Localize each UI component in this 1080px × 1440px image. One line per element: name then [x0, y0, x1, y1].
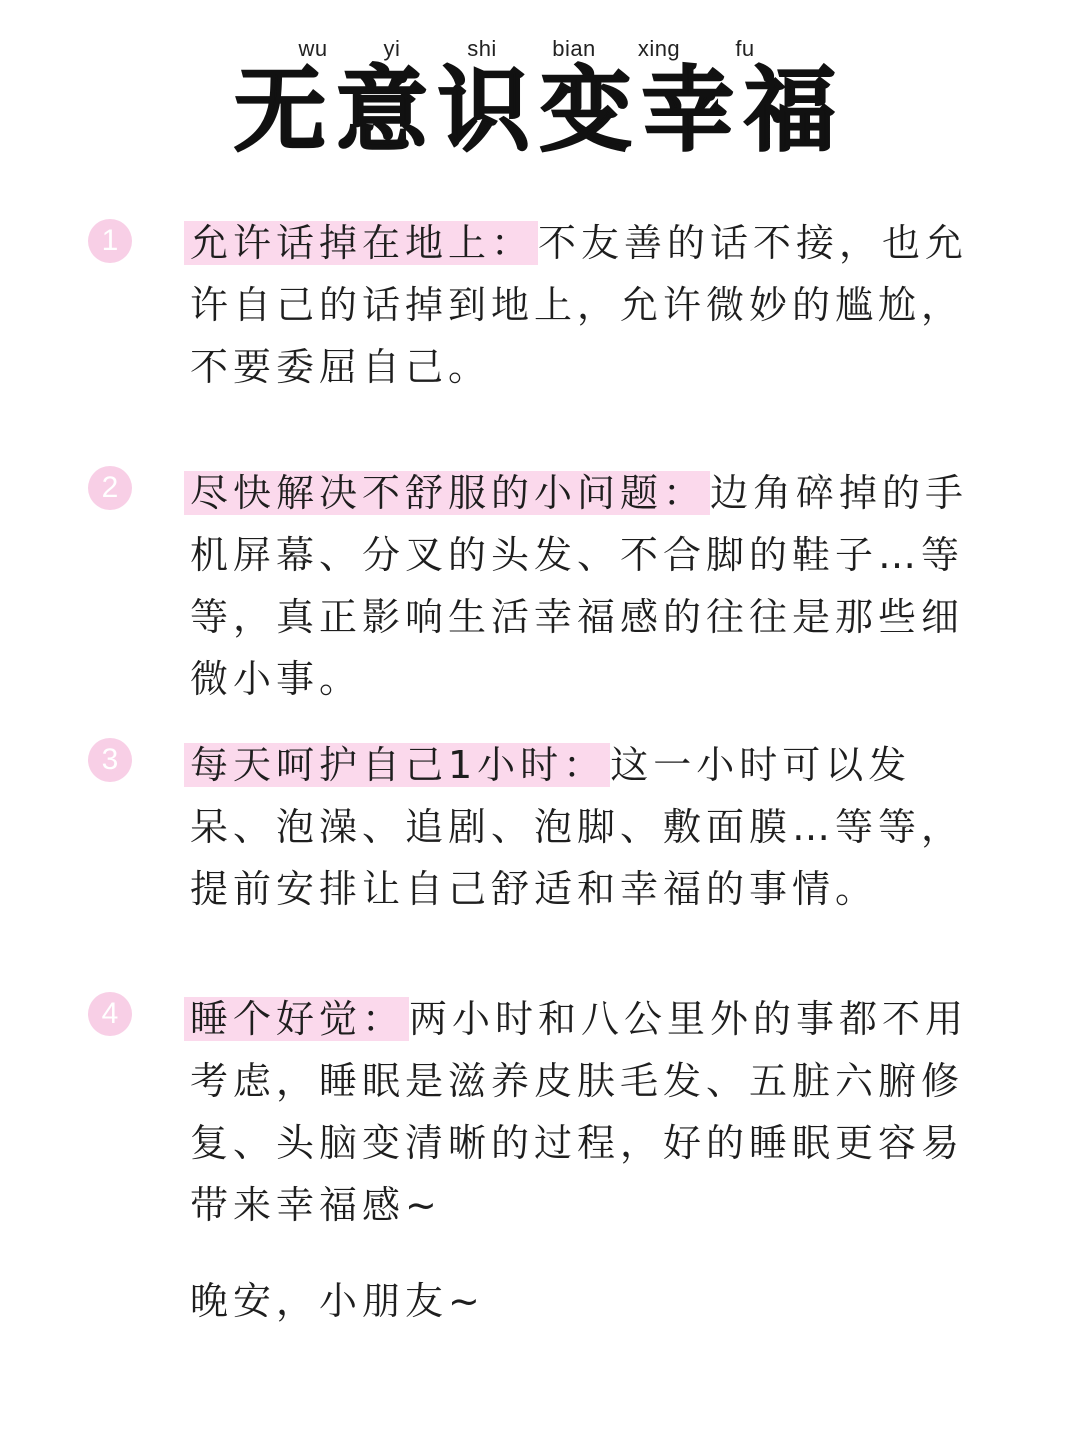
item-highlight-2: 尽快解决不舒服的小问题： [184, 471, 710, 515]
pinyin-bian: bian [552, 36, 596, 61]
number-badge-2: 2 [88, 466, 132, 510]
closing-text: 晚安，小朋友~ [190, 1279, 485, 1323]
item-text-1 [190, 212, 990, 398]
item-highlight-1: 允许话掉在地上： [184, 221, 538, 265]
item-text-2 [190, 462, 990, 710]
pinyin-xing: xing [637, 36, 681, 61]
item-body-3: 这一小时可以发呆、泡澡、追剧、泡脚、敷面膜…等等，提前安排让自己舒适和幸福的事情。 [190, 743, 965, 911]
number-badge-4: 4 [88, 992, 132, 1036]
pinyin-shi: shi [467, 36, 497, 61]
pinyin-fu: fu [735, 36, 755, 61]
number-badge-1: 1 [88, 219, 132, 263]
item-body-2: 边角碎掉的手机屏幕、分叉的头发、不合脚的鞋子…等等，真正影响生活幸福感的往往是那些细微小事。 [190, 471, 969, 701]
item-highlight-3: 每天呵护自己1小时： [184, 743, 610, 787]
number-badge-3: 3 [88, 738, 132, 782]
pinyin-wu: wu [298, 36, 328, 61]
item-highlight-4: 睡个好觉： [184, 997, 409, 1041]
pinyin-yi: yi [383, 36, 401, 61]
item-text-4 [190, 988, 990, 1236]
item-text-3 [190, 734, 990, 920]
item-body-1: 不友善的话不接，也允许自己的话掉到地上，允许微妙的尴尬，不要委屈自己。 [190, 221, 969, 389]
item-body-4: 两小时和八公里外的事都不用考虑，睡眠是滋养皮肤毛发、五脏六腑修复、头脑变清晰的过程，好的睡眠更容易带来幸福感~ [190, 997, 969, 1227]
page-title: 无意识变幸福 [233, 57, 846, 164]
